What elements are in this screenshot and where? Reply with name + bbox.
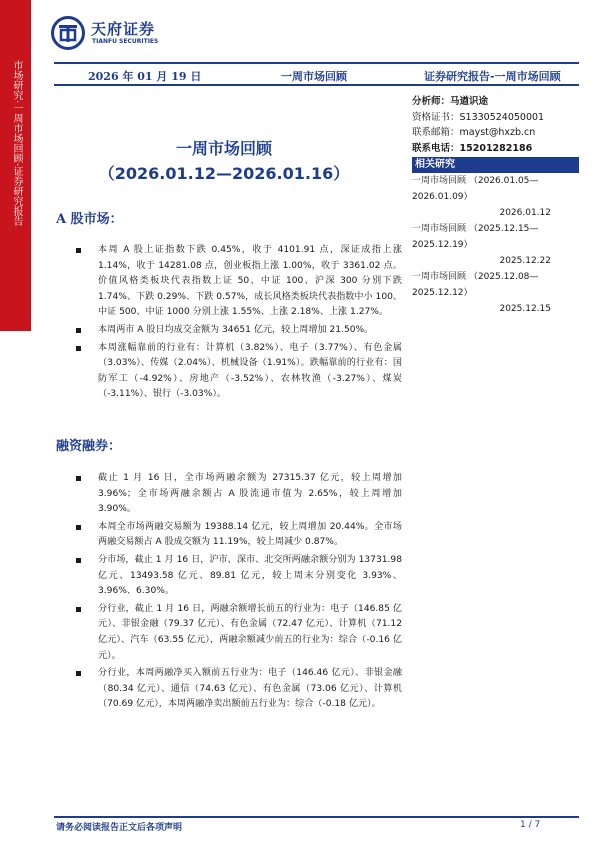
list-item: 分行业，本周两融净买入额前五行业为：电子（146.46 亿元）、非银金融（80.34 亿元）、通信（74.63 亿元）、有色金属（73.06 亿元）、计算机（70.69 亿元），本周两融净卖出额前五行业为：综合（-0.18 亿元）。: [72, 666, 402, 713]
list-item: 本周涨幅靠前的行业有：计算机（3.82%）、电子（3.77%）、有色金属（3.03%）、传媒（2.04%）、机械设备（1.91%）。跌幅靠前的行业有：国防军工（-4.92%）、房地产（-3.52%）、农林牧渔（-3.27%）、煤炭（-3.11%）、银行（-3.03%）。: [72, 341, 402, 403]
list-item: 分市场，截止 1 月 16 日，沪市、深市、北交所两融余额分别为 13731.98 亿元、13493.58 亿元、89.81 亿元，较上周末分别变化 3.93%、3.96%、6.30%。: [72, 553, 402, 600]
related-title: 一周市场回顾 （2026.01.05—: [412, 176, 539, 186]
tianfu-logo-icon: [51, 16, 85, 50]
footer-disclaimer: 请务必阅读报告正文后各项声明: [56, 823, 183, 833]
report-date: 2026 年 01 月 19 日: [88, 70, 202, 83]
related-title: 一周市场回顾 （2025.12.15—: [412, 224, 539, 234]
related-research-header: 相关研究: [412, 157, 579, 173]
section-heading-a-share: A 股市场：: [56, 212, 123, 227]
page-subtitle: （2026.01.12—2026.01.16）: [98, 164, 350, 183]
report-category: 一周市场回顾: [281, 70, 347, 83]
list-item: 截止 1 月 16 日，全市场两融余额为 27315.37 亿元，较上周增加 3.96%；全市场两融余额占 A 股流通市值为 2.65%，较上周增加 3.90%。: [72, 471, 402, 518]
list-item: 本周全市场两融交易额为 19388.14 亿元，较上周增加 20.44%。全市场两融交易额占 A 股成交额为 11.19%，较上周减少 0.87%。: [72, 520, 402, 551]
right-column: [412, 94, 579, 317]
list-item: 分行业，截止 1 月 16 日，两融余额增长前五的行业为：电子（146.85 亿元）、非银金融（79.37 亿元）、有色金属（72.47 亿元）、计算机（71.12 亿元）、汽车（63.55 亿元），两融余额减少前五的行业为：综合（-0.16 亿元）。: [72, 602, 402, 664]
related-date: 2025.12.22: [499, 256, 551, 266]
section-heading-margin: 融资融券：: [56, 439, 122, 454]
footer-divider: [54, 816, 579, 818]
margin-bullet-list: [72, 471, 402, 715]
sidebar-label: 市场研究·一周市场回顾·证券研究报告: [11, 60, 22, 227]
brand-name: 天府证券: [91, 20, 156, 38]
header-bar: [54, 62, 579, 86]
list-item: 本周两市 A 股日均成交金额为 34651 亿元，较上周增加 21.50%。: [72, 323, 402, 339]
brand-name-en: TIANFU SECURITIES: [92, 38, 159, 45]
page-number: 1 / 7: [520, 820, 541, 830]
a-share-bullet-list: [72, 243, 402, 405]
related-title-cont: 2025.12.12）: [412, 288, 473, 298]
related-date: 2025.12.15: [499, 304, 551, 314]
related-date: 2026.01.12: [499, 208, 551, 218]
related-research-item[interactable]: [412, 221, 579, 269]
analyst-cert: 资格证书：S1330524050001: [412, 111, 545, 123]
related-research-item[interactable]: [412, 173, 579, 221]
related-title: 一周市场回顾 （2025.12.08—: [412, 272, 539, 282]
related-title-cont: 2025.12.19）: [412, 240, 473, 250]
left-sidebar: [0, 0, 31, 331]
list-item: 本周 A 股上证指数下跌 0.45%，收于 4101.91 点，深证成指上涨 1.14%，收于 14281.08 点，创业板指上涨 1.00%，收于 3361.02 点。价值风格类板块代表指数上证 50、中证 100、沪深 300 分别下跌 1.74%、下跌 0.29%、下跌 0.57%，成长风格类板块代表指数中小 100、中证 500、中证 1000 分别上涨 1.55%、上涨 2.18%、上涨 1.27%。: [72, 243, 402, 321]
related-title-cont: 2026.01.09）: [412, 192, 473, 202]
analyst-email[interactable]: 联系邮箱：mayst@hxzb.cn: [412, 127, 536, 138]
analyst-name: 分析师：马遒识途: [412, 96, 489, 107]
report-type: 证券研究报告-一周市场回顾: [424, 70, 561, 83]
analyst-phone: 联系电话：15201282186: [412, 142, 533, 154]
related-research-item[interactable]: [412, 269, 579, 317]
page-title: 一周市场回顾: [175, 139, 272, 158]
